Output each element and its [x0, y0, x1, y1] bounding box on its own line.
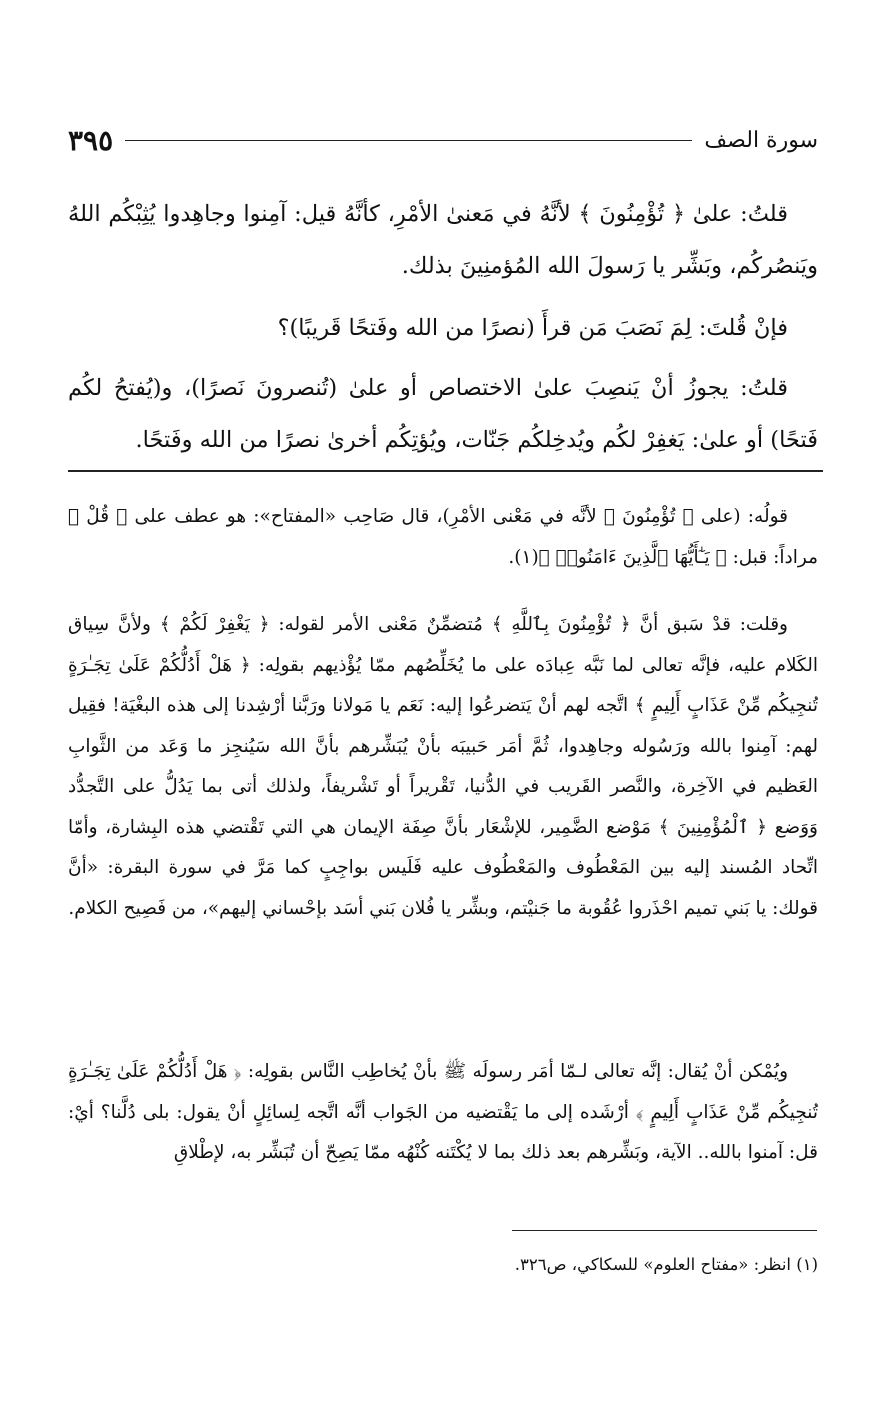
commentary-paragraph-3: ويُمْكن أنْ يُقال: إنَّه تعالى لـمّا أمَر رسولَه ﷺ بأنْ يُخاطِب النَّاس بقولِه: ﴿ هَلْ أَدُلُّكُمْ عَلَىٰ تِجَـٰرَةٍ تُنجِيكُم مِّنْ عَذَابٍ أَلِيمٍ ﴾ أرْشَده إلى ما يَقْتضيه من الجَواب أنَّه اتَّجه لِسائِلٍ أنْ يقول: بلى دُلَّنا؟ أيْ: قل: آمنوا بالله.. الآية، وبَشِّرهم بعد ذلك بما لا يُكْتَنه كُنْهُه ممّا يَصِحّ أن تُبَشِّر به، لإطْلاقِ [68, 1061, 818, 1163]
main-paragraph-1: قلتُ: علىٰ ﴿ تُؤْمِنُونَ ﴾ لأنَّهُ في مَعنىٰ الأمْرِ، كأنَّهُ قيل: آمِنوا وجاهِدوا يُثِبْكُم اللهُ ويَنصُركُم، وبَشِّر يا رَسولَ الله المُؤمنِينَ بذلك. [68, 201, 818, 279]
footnote: (١) انظر: «مفتاح العلوم» للسكاكي، ص٣٢٦. [514, 1255, 818, 1274]
main-paragraph-2: فإنْ قُلتَ: لِمَ نَصَبَ مَن قرأَ (نصرًا من الله وفَتحًا قَريبًا)؟ [277, 315, 788, 341]
footnote-rule [512, 1230, 817, 1231]
page-number: ٣٩٥ [68, 123, 114, 157]
section-divider [68, 470, 823, 472]
main-paragraph-3: قلتُ: يجوزُ أنْ يَنصِبَ علىٰ الاختصاص أو علىٰ (تُنصرونَ نَصرًا)، و(يُفتحُ لكُم فَتحًا) أو علىٰ: يَغفِرْ لكُم ويُدخِلكُم جَنّات، ويُؤتِكُم أخرىٰ نصرًا من الله وفَتحًا. [68, 375, 818, 453]
page-header [68, 120, 818, 160]
commentary-paragraph-1: قولُه: (على ﴿ تُؤْمِنُونَ ﴾ لأنَّه في مَعْنى الأمْرِ)، قال صَاحِب «المفتاح»: هو عطف على ﴿ قُلْ ﴾ مراداً: قبل: ﴿ يَـٰٓأَيُّهَا ٱلَّذِينَ ءَامَنُوا۟ ﴾(١). [68, 506, 818, 568]
header-rule [125, 140, 692, 141]
commentary-paragraph-2: وقلت: قدْ سَبق أنَّ ﴿ تُؤْمِنُونَ بِٱللَّهِ ﴾ مُتضمِّنٌ مَعْنى الأمر لقوله: ﴿ يَغْفِرْ لَكُمْ ﴾ ولأنَّ سِياق الكَلام عليه، فإنَّه تعالى لما نَبَّه عِبادَه على ما يُخَلِّصُهم ممّا يُؤْذيهم بقولِه: ﴿ هَلْ أَدُلُّكُمْ عَلَىٰ تِجَـٰرَةٍ تُنجِيكُم مِّنْ عَذَابٍ أَلِيمٍ ﴾ اتَّجه لهم أنْ يَتضرعُوا إليه: نَعَم يا مَولانا ورَبَّنا أرْشِدنا إلى هذه البغْيَة! فقِيل لهم: آمِنوا بالله ورَسُوله وجاهِدوا، ثُمَّ أمَر حَبيبَه بأنْ يُبَشِّرهم بأنَّ الله سَيُنجِز ما وَعَد من الثَّوابِ العَظيم في الآخِرة، والنَّصر القَريب في الدُّنيا، تَقْريراً أو تَشْريفاً، ولذلك أتى بما يَدُلُّ على التَّجدُّد وَوَضع ﴿ ٱلْمُؤْمِنِينَ ﴾ مَوْضع الضَّمِير، للإشْعَار بأنَّ صِفَة الإيمان هي التي تَقْتضي هذه البِشارة، وأمّا اتِّحاد المُسند إليه بين المَعْطُوف والمَعْطُوف عليه فَلَيس بواجِبٍ كما مَرَّ في سورة البقرة: «أنَّ قولك: يا بَني تميم احْذَروا عُقُوبة ما جَنيْتم، وبشِّر يا فُلان بَني أسَد بإحْساني إليهم»، من فَصِيح الكلام. [68, 614, 819, 919]
running-title: سورة الصف [704, 127, 818, 153]
